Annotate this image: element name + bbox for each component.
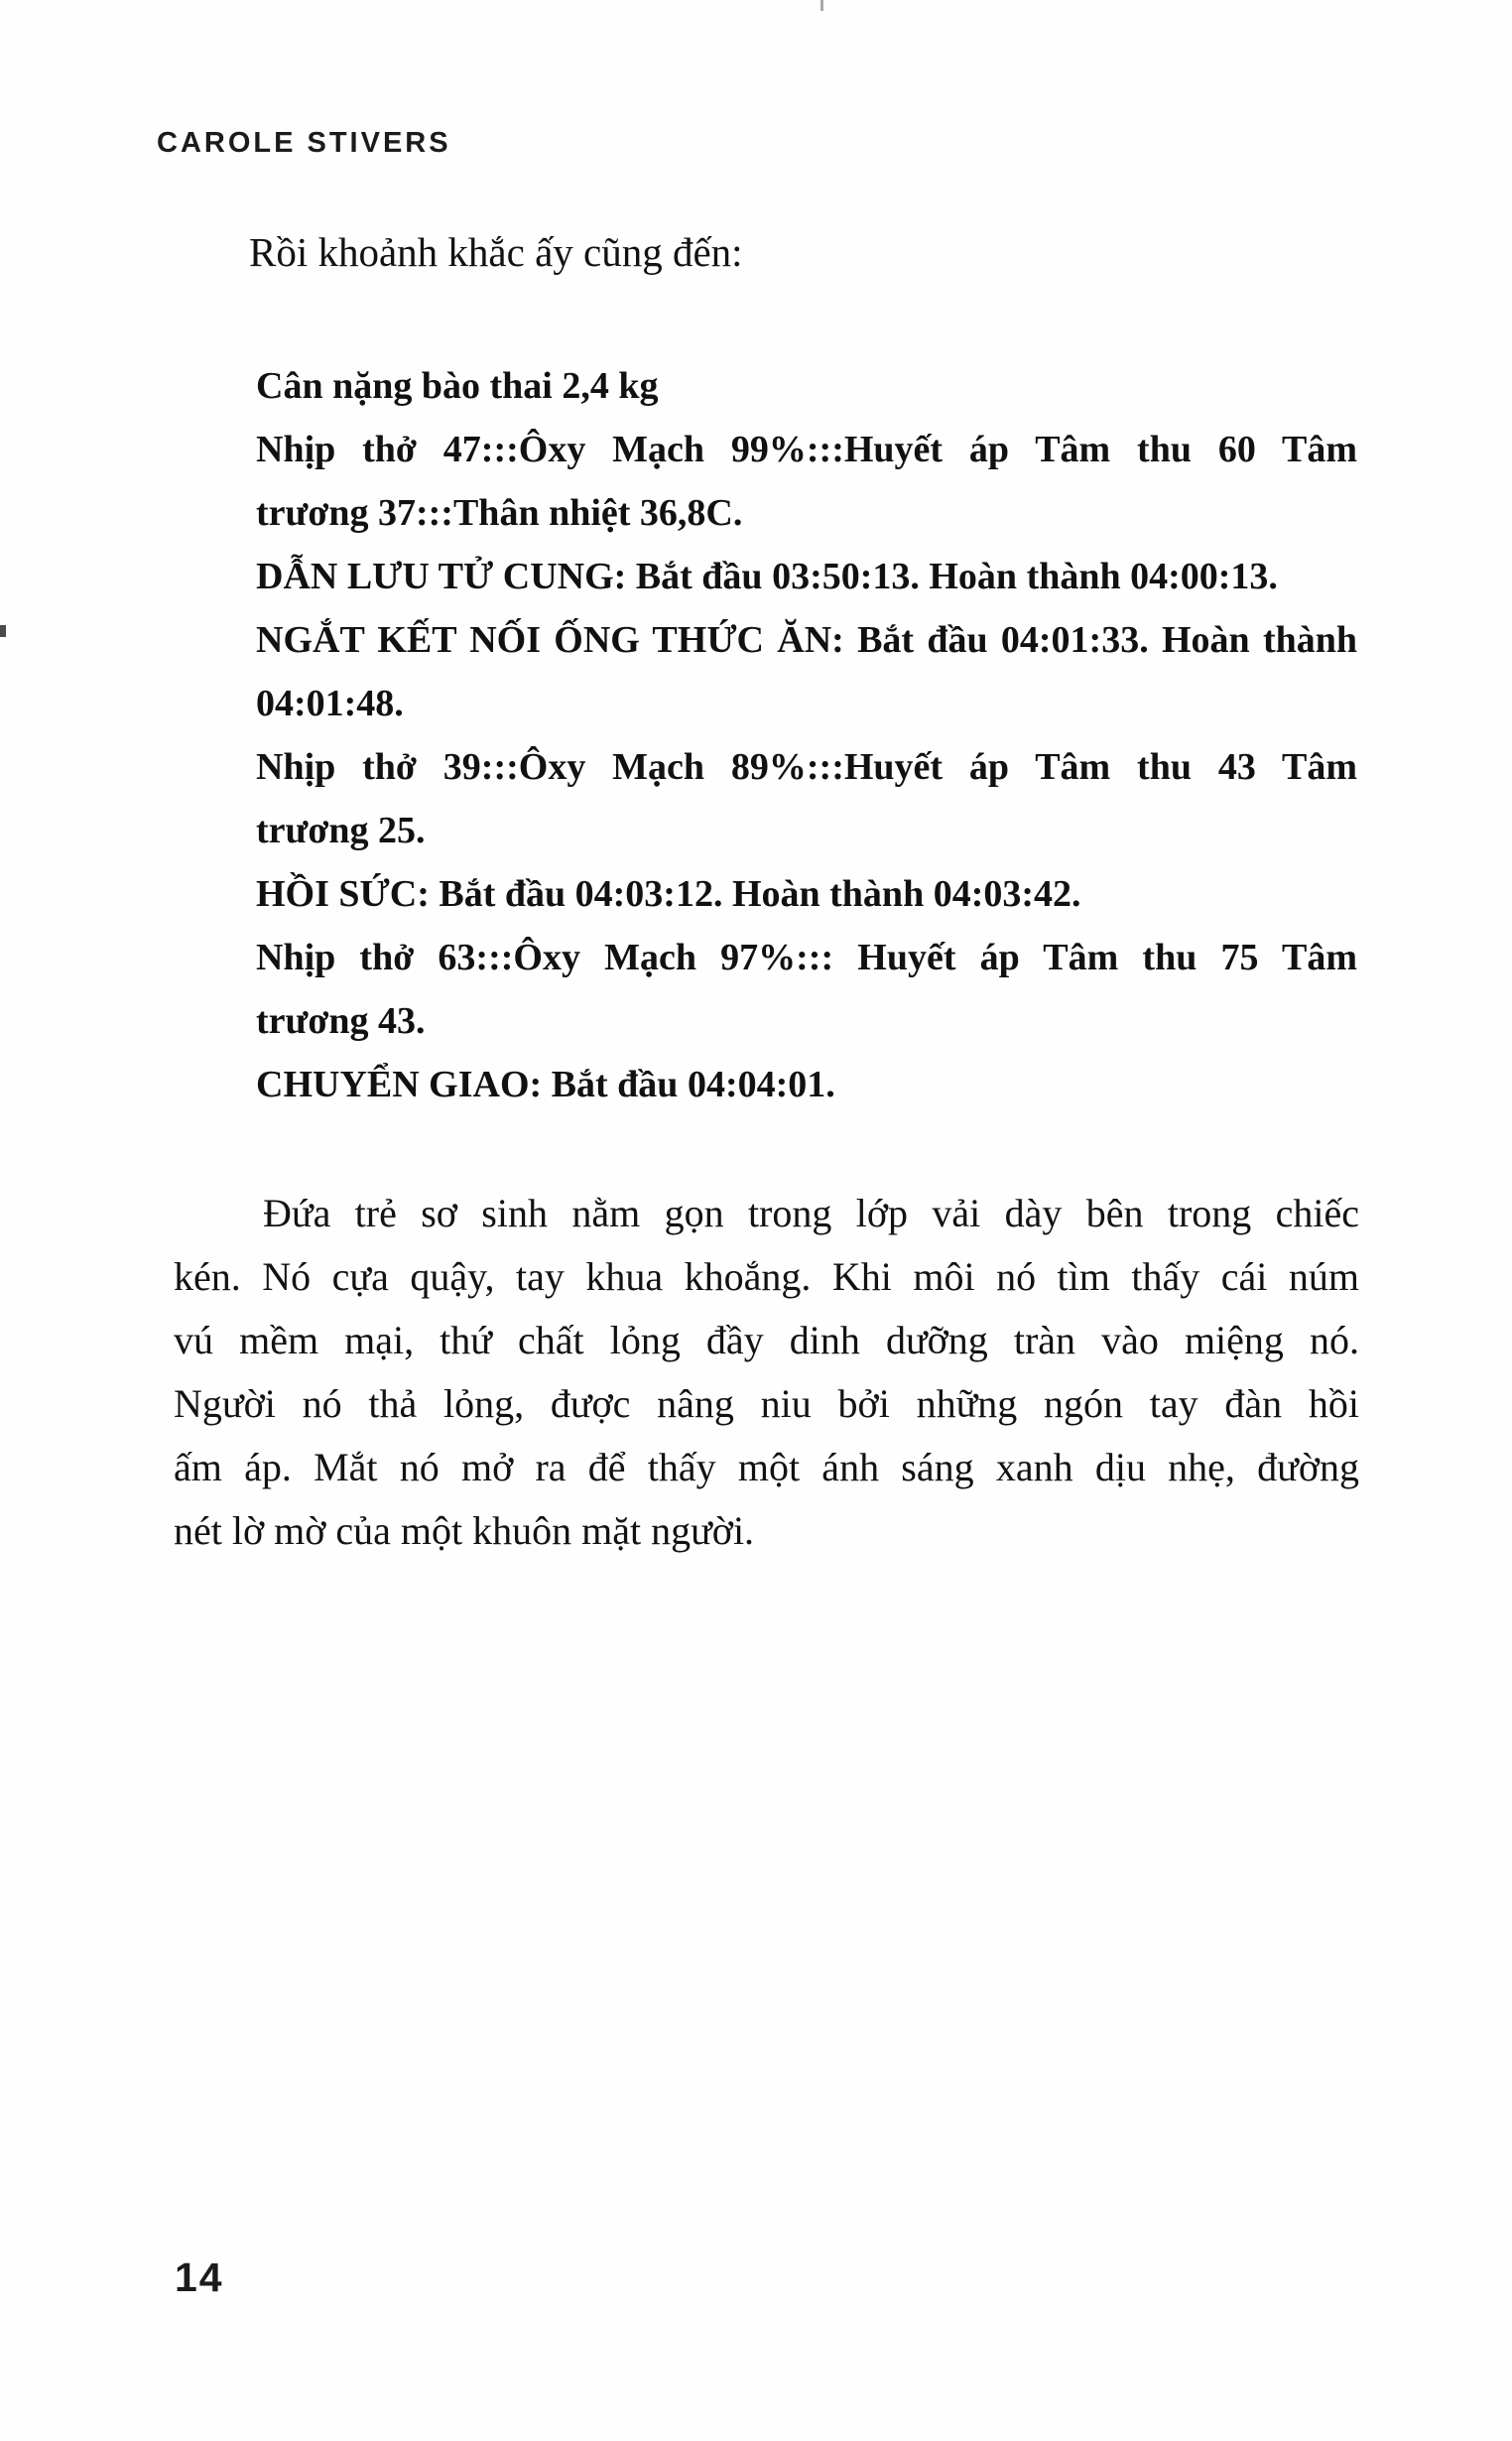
scan-artifact-top-tick: [820, 0, 823, 11]
log-line: Nhịp thở 39:::Ôxy Mạch 89%:::Huyết áp Tâm thu 43 Tâm: [256, 746, 1357, 788]
scan-artifact-left-edge: [0, 625, 6, 637]
medical-log-block: [256, 354, 1357, 1116]
log-line: HỒI SỨC: Bắt đầu 04:03:12. Hoàn thành 04:03:42.: [256, 873, 1081, 915]
log-line: trương 37:::Thân nhiệt 36,8C.: [256, 492, 743, 534]
paragraph-line: kén. Nó cựa quậy, tay khua khoắng. Khi môi nó tìm thấy cái núm: [174, 1254, 1359, 1299]
running-header: CAROLE STIVERS: [157, 127, 451, 159]
log-line: DẪN LƯU TỬ CUNG: Bắt đầu 03:50:13. Hoàn thành 04:00:13.: [256, 556, 1278, 597]
paragraph-line: vú mềm mại, thứ chất lỏng đầy dinh dưỡng tràn vào miệng nó.: [174, 1318, 1359, 1362]
log-line: Nhịp thở 47:::Ôxy Mạch 99%:::Huyết áp Tâm thu 60 Tâm: [256, 429, 1357, 470]
body-paragraph: [174, 1182, 1359, 1563]
paragraph-line: ấm áp. Mắt nó mở ra để thấy một ánh sáng xanh dịu nhẹ, đường: [174, 1445, 1359, 1489]
log-line: trương 43.: [256, 1000, 426, 1042]
log-line: 04:01:48.: [256, 683, 404, 724]
intro-line: Rồi khoảnh khắc ấy cũng đến:: [249, 229, 743, 275]
log-line: CHUYỂN GIAO: Bắt đầu 04:04:01.: [256, 1064, 835, 1105]
log-line: NGẮT KẾT NỐI ỐNG THỨC ĂN: Bắt đầu 04:01:33. Hoàn thành: [256, 619, 1357, 661]
paragraph-line: Đứa trẻ sơ sinh nằm gọn trong lớp vải dày bên trong chiếc: [263, 1191, 1359, 1235]
page-number: 14: [175, 2254, 224, 2300]
log-line: Nhịp thở 63:::Ôxy Mạch 97%::: Huyết áp Tâm thu 75 Tâm: [256, 937, 1357, 978]
paragraph-line: nét lờ mờ của một khuôn mặt người.: [174, 1508, 755, 1553]
log-line: Cân nặng bào thai 2,4 kg: [256, 365, 659, 407]
paragraph-line: Người nó thả lỏng, được nâng niu bởi những ngón tay đàn hồi: [174, 1381, 1359, 1426]
log-line: trương 25.: [256, 810, 426, 851]
